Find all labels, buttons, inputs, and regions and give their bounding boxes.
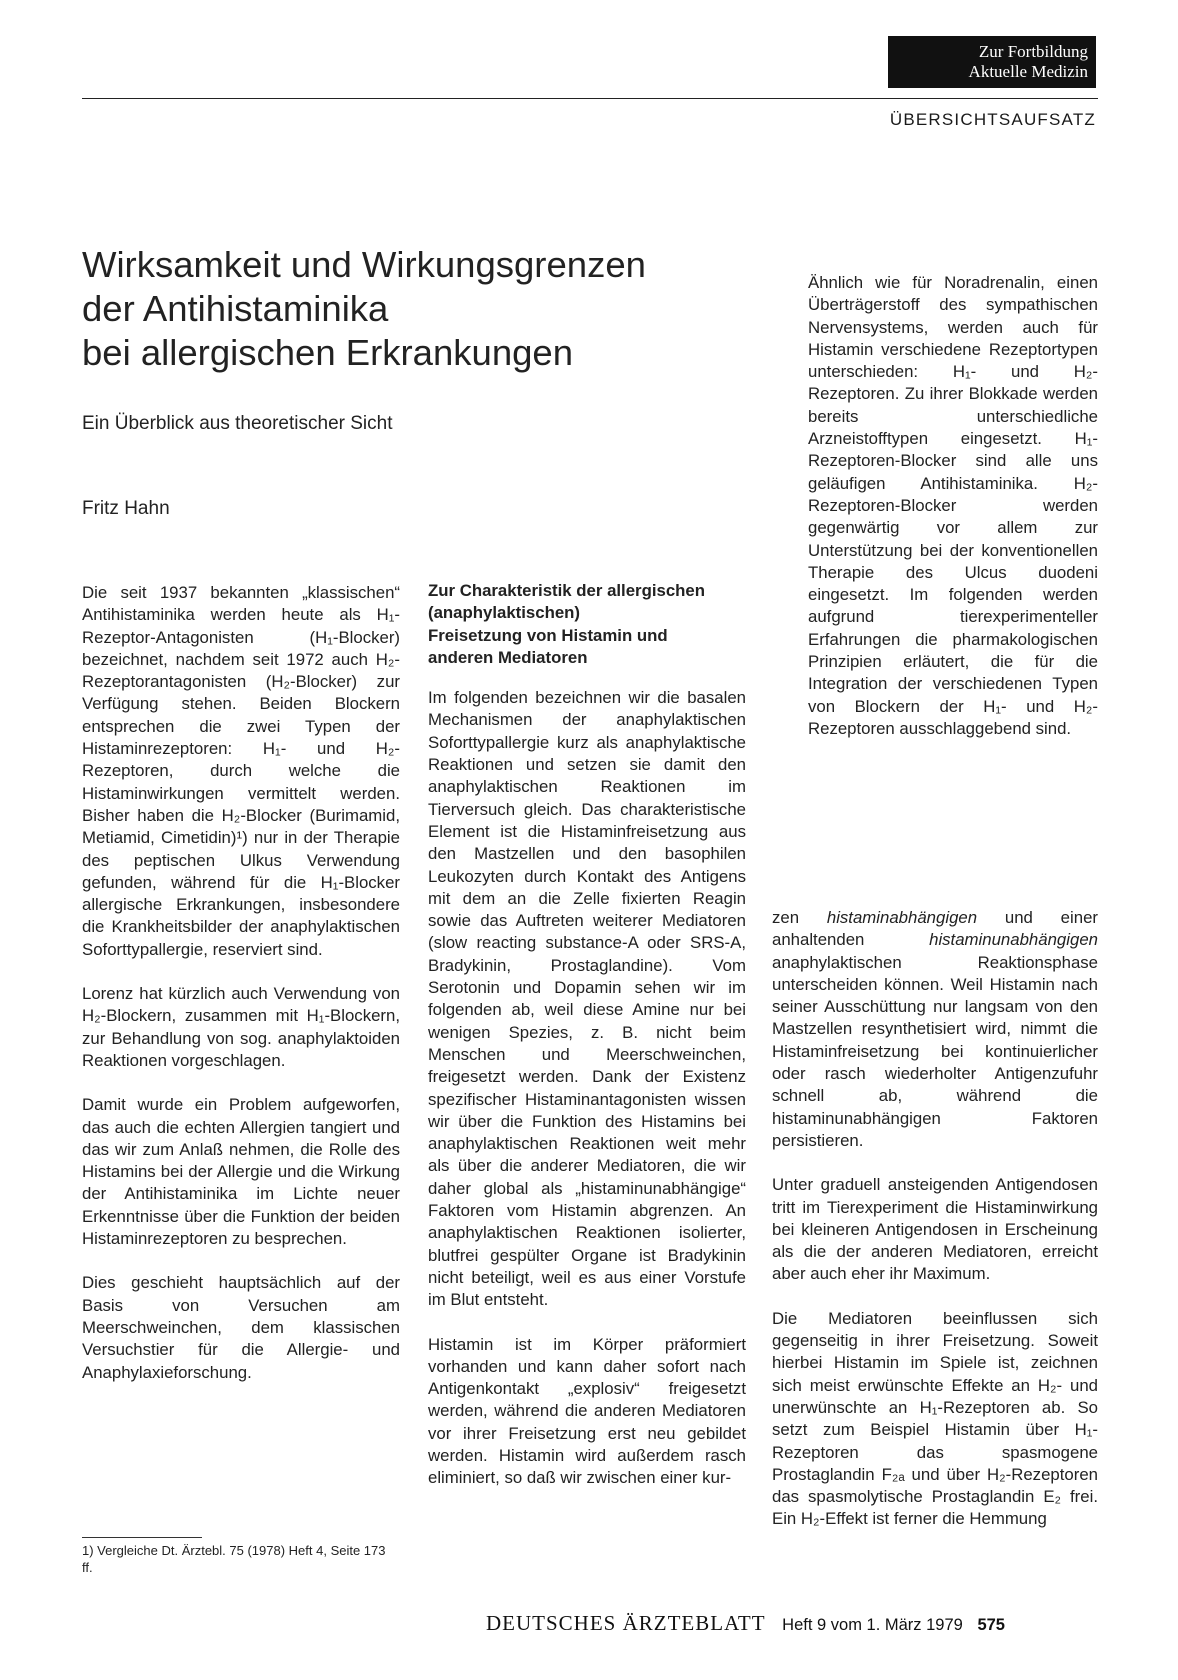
column-3-bottom <box>772 907 1098 1531</box>
rubric-line-1: Zur Fortbildung <box>978 42 1088 61</box>
paragraph: Die seit 1937 bekannten „klassischen“ Antihistaminika werden heute als H₁-Rezeptor-Antagonisten (H₁-Blocker) bezeichnet, nachdem seit 1972 auch H₂-Rezeptorantagonisten (H₂-Blocker) zur Verfügung stehen. Beiden Blockern entsprechen die zwei Typen der Histaminrezeptoren: H₁- und H₂-Rezeptoren, durch welche die Histaminwirkungen vermittelt werden. Bisher haben die H₂-Blocker (Burimamid, Metiamid, Cimetidin)¹) nur in der Therapie des peptischen Ulkus Verwendung gefunden, während für die H₁-Blocker allergische Erkrankungen, insbesondere die Krankheitsbilder der anaphylaktischen Soforttypallergie, reserviert sind. <box>82 583 400 959</box>
paragraph <box>772 907 1098 1152</box>
heading-line-2: (anaphylaktischen) <box>428 603 581 623</box>
column-2 <box>428 580 746 1490</box>
text-run: und einer anhaltenden <box>772 908 1098 950</box>
heading-line-3: Freisetzung von Histamin und <box>428 625 668 645</box>
paragraph: Damit wurde ein Problem aufgeworfen, das auch die echten Allergien tangiert und das wir zum Anlaß nehmen, die Rolle des Histamins bei der Allergie und die Wirkung der Antihistaminika im Lichte neuer Erkenntnisse über die Funktion der beiden Histaminrezeptoren zu besprechen. <box>82 1095 400 1249</box>
paragraph: Ähnlich wie für Noradrenalin, einen Überträgerstoff des sympathischen Nervensystems, werden auch für Histamin verschiedene Rezeptortypen unterschieden: H₁- und H₂-Rezeptoren. Zu ihrer Blokkade werden bereits unterschiedliche Arzneistofftypen eingesetzt. H₁-Rezeptoren-Blocker sind alle uns geläufigen Antihistaminika. H₂-Rezeptoren-Blocker werden gegenwärtig vor allem zur Unterstützung bei der konventionellen Therapie des Ulcus duodeni eingesetzt. Im folgenden werden aufgrund tierexperimenteller Erfahrungen die pharmakologischen Prinzipien erläutert, die für die Integration der verschiedenen Typen von Blockern der H₁- und H₂-Rezeptoren ausschlaggebend sind. <box>808 273 1098 738</box>
article-author: Fritz Hahn <box>82 498 170 519</box>
title-line-3: bei allergischen Erkrankungen <box>82 332 574 373</box>
text-run: zen <box>772 908 827 927</box>
paragraph: Im folgenden bezeichnen wir die basalen Mechanismen der anaphylaktischen Soforttypallergie kurz als anaphylaktische Reaktionen und setzen sie damit den anaphylaktischen Reaktionen im Tierversuch gleich. Das charakteristische Element ist die Histaminfreisetzung aus den Mastzellen und den basophilen Leukozyten durch Kontakt des Antigens mit dem an die Zelle fixierten Reagin sowie das Auftreten weiterer Mediatoren (slow reacting substance-A oder SRS-A, Bradykinin, Prostaglandine). Vom Serotonin und Dopamin sehen wir im folgenden ab, weil diese Amine nur bei wenigen Spezies, z. B. nicht beim Menschen und Meerschweinchen, freigesetzt werden. Dank der Existenz spezifischer Histaminantagonisten wissen wir über die Funktion des Histamins bei anaphylaktischen Reaktionen weit mehr als über die anderer Mediatoren, die wir daher global als „histaminunabhängige“ Faktoren vom Histamin abgrenzen. An anaphylaktischen Reaktionen isolierter, blutfrei gespülter Organe ist Bradykinin nicht beteiligt, weil es aus einer Vorstufe im Blut entsteht. <box>428 688 746 1310</box>
footnote: 1) Vergleiche Dt. Ärztebl. 75 (1978) Heft 4, Seite 173 ff. <box>82 1543 386 1575</box>
title-line-2: der Antihistaminika <box>82 288 389 329</box>
header-rule <box>82 98 1098 99</box>
footnote-rule <box>82 1537 202 1538</box>
article-subtitle: Ein Überblick aus theoretischer Sicht <box>82 413 393 434</box>
paragraph: Histamin ist im Körper präformiert vorhanden und kann daher sofort nach Antigenkontakt „explosiv“ freigesetzt werden, während die anderen Mediatoren vor ihrer Freisetzung erst neu gebildet werden. Histamin wird außerdem rasch eliminiert, so daß wir zwischen einer kur- <box>428 1334 746 1488</box>
paragraph: Unter graduell ansteigenden Antigendosen tritt im Tierexperiment die Histaminwirkung bei kleineren Antigendosen in Erscheinung als die der anderen Mediatoren, erreicht aber auch eher ihr Maximum. <box>772 1175 1098 1284</box>
paragraph: Lorenz hat kürzlich auch Verwendung von H₂-Blockern, zusammen mit H₁-Blockern, zur Behandlung von sog. anaphylaktoiden Reaktionen vorgeschlagen. <box>82 984 400 1070</box>
emphasis: histaminabhängigen <box>826 908 978 927</box>
paragraph: Die Mediatoren beeinflussen sich gegenseitig in ihrer Freisetzung. Soweit hierbei Histamin im Spiele ist, zeichnen sich meist erwünschte Effekte an H₂- und unerwünschte an H₁-Rezeptoren ab. So setzt zum Beispiel Histamin über H₁-Rezeptoren das spasmogene Prostaglandin F₂ₐ und über H₂-Rezeptoren das spasmolytische Prostaglandin E₂ frei. Ein H₂-Effekt ist ferner die Hemmung <box>772 1308 1098 1529</box>
rubric-line-2: Aktuelle Medizin <box>968 62 1088 81</box>
section-heading <box>428 580 746 669</box>
page-number: 575 <box>977 1616 1005 1634</box>
paragraph: Dies geschieht hauptsächlich auf der Basis von Versuchen am Meerschweinchen, dem klassischen Versuchstier für die Allergie- und Anaphylaxieforschung. <box>82 1273 400 1382</box>
heading-line-4: anderen Mediatoren <box>428 647 588 667</box>
page-footer <box>486 1611 1098 1636</box>
section-label: ÜBERSICHTSAUFSATZ <box>889 110 1096 129</box>
column-3-top <box>808 272 1098 740</box>
emphasis: histaminunabhängigen <box>929 930 1098 950</box>
journal-name: DEUTSCHES ÄRZTEBLATT <box>486 1611 766 1635</box>
issue-info: Heft 9 vom 1. März 1979 <box>782 1616 963 1634</box>
column-1 <box>82 582 400 1384</box>
title-line-1: Wirksamkeit und Wirkungsgrenzen <box>82 244 646 285</box>
text-run: anaphylaktischen Reaktionsphase unterscheiden können. Weil Histamin nach seiner Ausschüttung nur langsam von den Mastzellen resynthetisiert wird, nimmt die Histaminfreisetzung bei kontinuierlicher oder rasch wiederholter Antigenzufuhr schnell ab, während die histaminunabhängigen Faktoren persistieren. <box>772 952 1098 1150</box>
article-title <box>82 243 762 375</box>
heading-line-1: Zur Charakteristik der allergischen <box>428 581 705 600</box>
rubric-badge <box>888 36 1096 88</box>
